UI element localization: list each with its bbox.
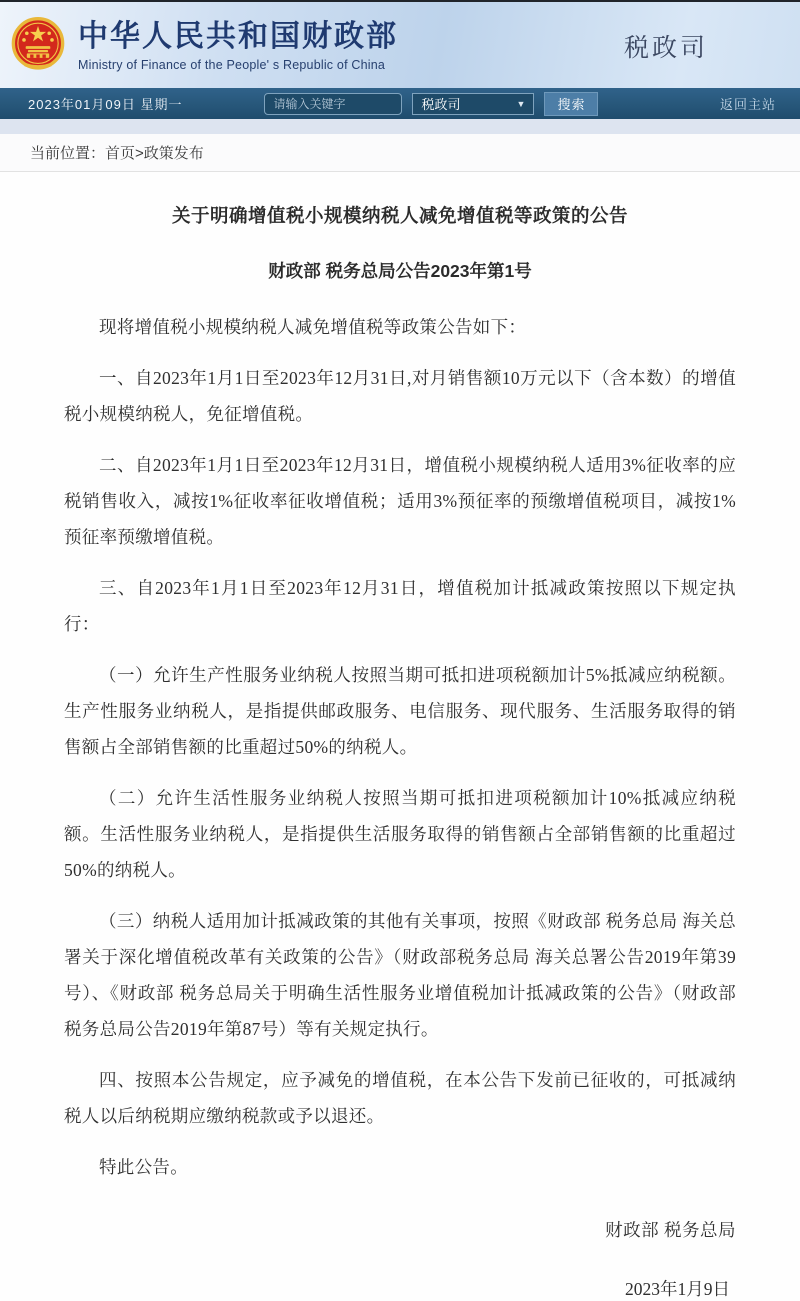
announcement-document <box>0 172 800 1301</box>
chevron-down-icon: ▼ <box>516 98 526 109</box>
document-body <box>64 309 736 1185</box>
navbar <box>0 88 800 119</box>
paragraph-article-3-item-3: （三）纳税人适用加计抵减政策的其他有关事项，按照《财政部 税务总局 海关总署关于深化增值税改革有关政策的公告》（财政部税务总局 海关总署公告2019年第39号）、《财政部 税务总局关于明确生活性服务业增值税加计抵减政策的公告》（财政部税务总局公告2019年第87号）等有关规定执行。 <box>64 911 737 1039</box>
search-input[interactable] <box>264 93 402 115</box>
breadcrumb <box>0 134 800 172</box>
search-scope-dropdown[interactable] <box>412 93 534 115</box>
document-number: 财政部 税务总局公告2023年第1号 <box>268 261 532 281</box>
site-header <box>0 2 800 88</box>
ministry-name: 中华人民共和国财政部 <box>78 19 398 53</box>
national-emblem-icon <box>10 17 66 73</box>
paragraph-article-3-item-1: （一）允许生产性服务业纳税人按照当期可抵扣进项税额加计5%抵减应纳税额。生产性服务业纳税人，是指提供邮政服务、电信服务、现代服务、生活服务取得的销售额占全部销售额的比重超过50%的纳税人。 <box>64 665 736 757</box>
ministry-title-block <box>78 19 398 72</box>
back-to-main-site-link[interactable]: 返回主站 <box>719 97 776 112</box>
current-date: 2023年01月09日 星期一 <box>28 97 183 112</box>
paragraph-intro: 现将增值税小规模纳税人减免增值税等政策公告如下： <box>99 317 527 337</box>
search-scope-value: 税政司 <box>421 97 461 112</box>
paragraph-article-3-item-2: （二）允许生活性服务业纳税人按照当期可抵扣进项税额加计10%抵减应纳税额。生活性服务业纳税人，是指提供生活服务取得的销售额占全部销售额的比重超过50%的纳税人。 <box>64 788 736 880</box>
search-button[interactable]: 搜索 <box>544 92 598 116</box>
paragraph-article-2: 二、自2023年1月1日至2023年12月31日，增值税小规模纳税人适用3%征收率的应税销售收入，减按1%征收率征收增值税；适用3%预征率的预缴增值税项目，减按1%预征率预缴增值税。 <box>64 455 736 547</box>
paragraph-closing: 特此公告。 <box>99 1157 188 1177</box>
breadcrumb-text[interactable]: 当前位置：首页>政策发布 <box>30 145 204 162</box>
paragraph-article-3: 三、自2023年1月1日至2023年12月31日，增值税加计抵减政策按照以下规定执行： <box>64 578 736 634</box>
issue-date: 2023年1月9日 <box>625 1279 730 1299</box>
page-title: 关于明确增值税小规模纳税人减免增值税等政策的公告 <box>171 205 628 226</box>
paragraph-article-4: 四、按照本公告规定，应予减免的增值税，在本公告下发前已征收的，可抵减纳税人以后纳税期应缴纳税款或予以退还。 <box>64 1070 736 1126</box>
paragraph-article-1: 一、自2023年1月1日至2023年12月31日,对月销售额10万元以下（含本数）的增值税小规模纳税人，免征增值税。 <box>64 368 736 424</box>
search-group <box>264 92 598 116</box>
divider-strip <box>0 119 800 134</box>
ministry-name-english: Ministry of Finance of the People' s Republic of China <box>78 57 386 72</box>
issuing-authority: 财政部 税务总局 <box>605 1220 736 1240</box>
department-name: 税政司 <box>623 34 708 62</box>
